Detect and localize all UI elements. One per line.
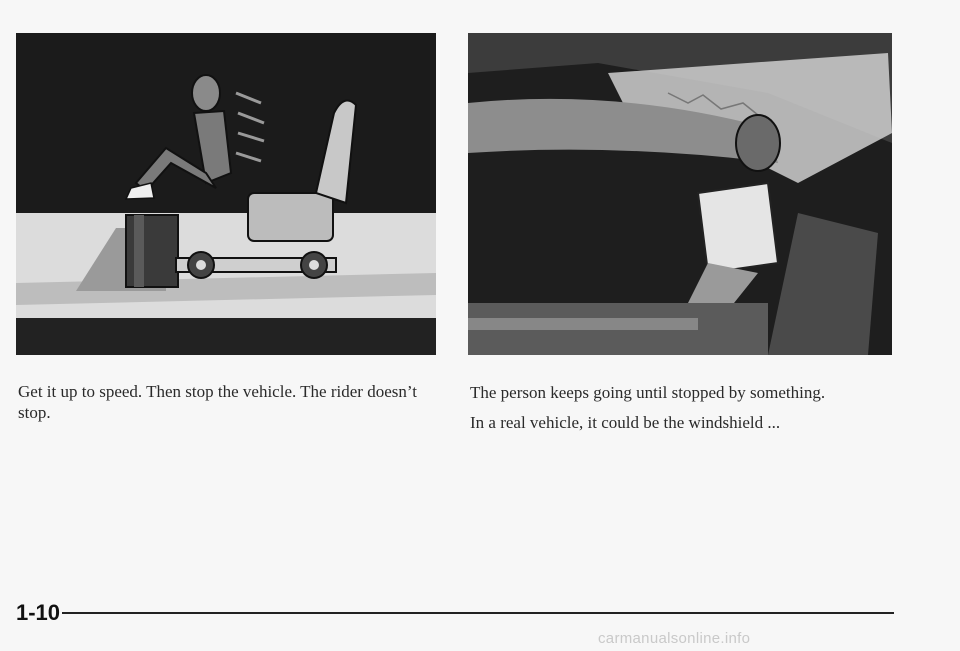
- windshield-photo-image: [468, 33, 892, 355]
- windshield-photo: [468, 33, 892, 355]
- watermark: carmanualsonline.info: [598, 630, 751, 647]
- seat-cart-drawing: [16, 33, 436, 355]
- footer-rule: [62, 612, 894, 614]
- left-caption: Get it up to speed. Then stop the vehicle. The rider doesn’t stop.: [18, 382, 417, 422]
- seat-cart-illustration: [16, 33, 436, 355]
- right-caption-line2: In a real vehicle, it could be the windshield ...: [470, 413, 781, 432]
- page-number: 1-10: [16, 600, 61, 625]
- right-caption-line1: The person keeps going until stopped by something.: [470, 383, 826, 402]
